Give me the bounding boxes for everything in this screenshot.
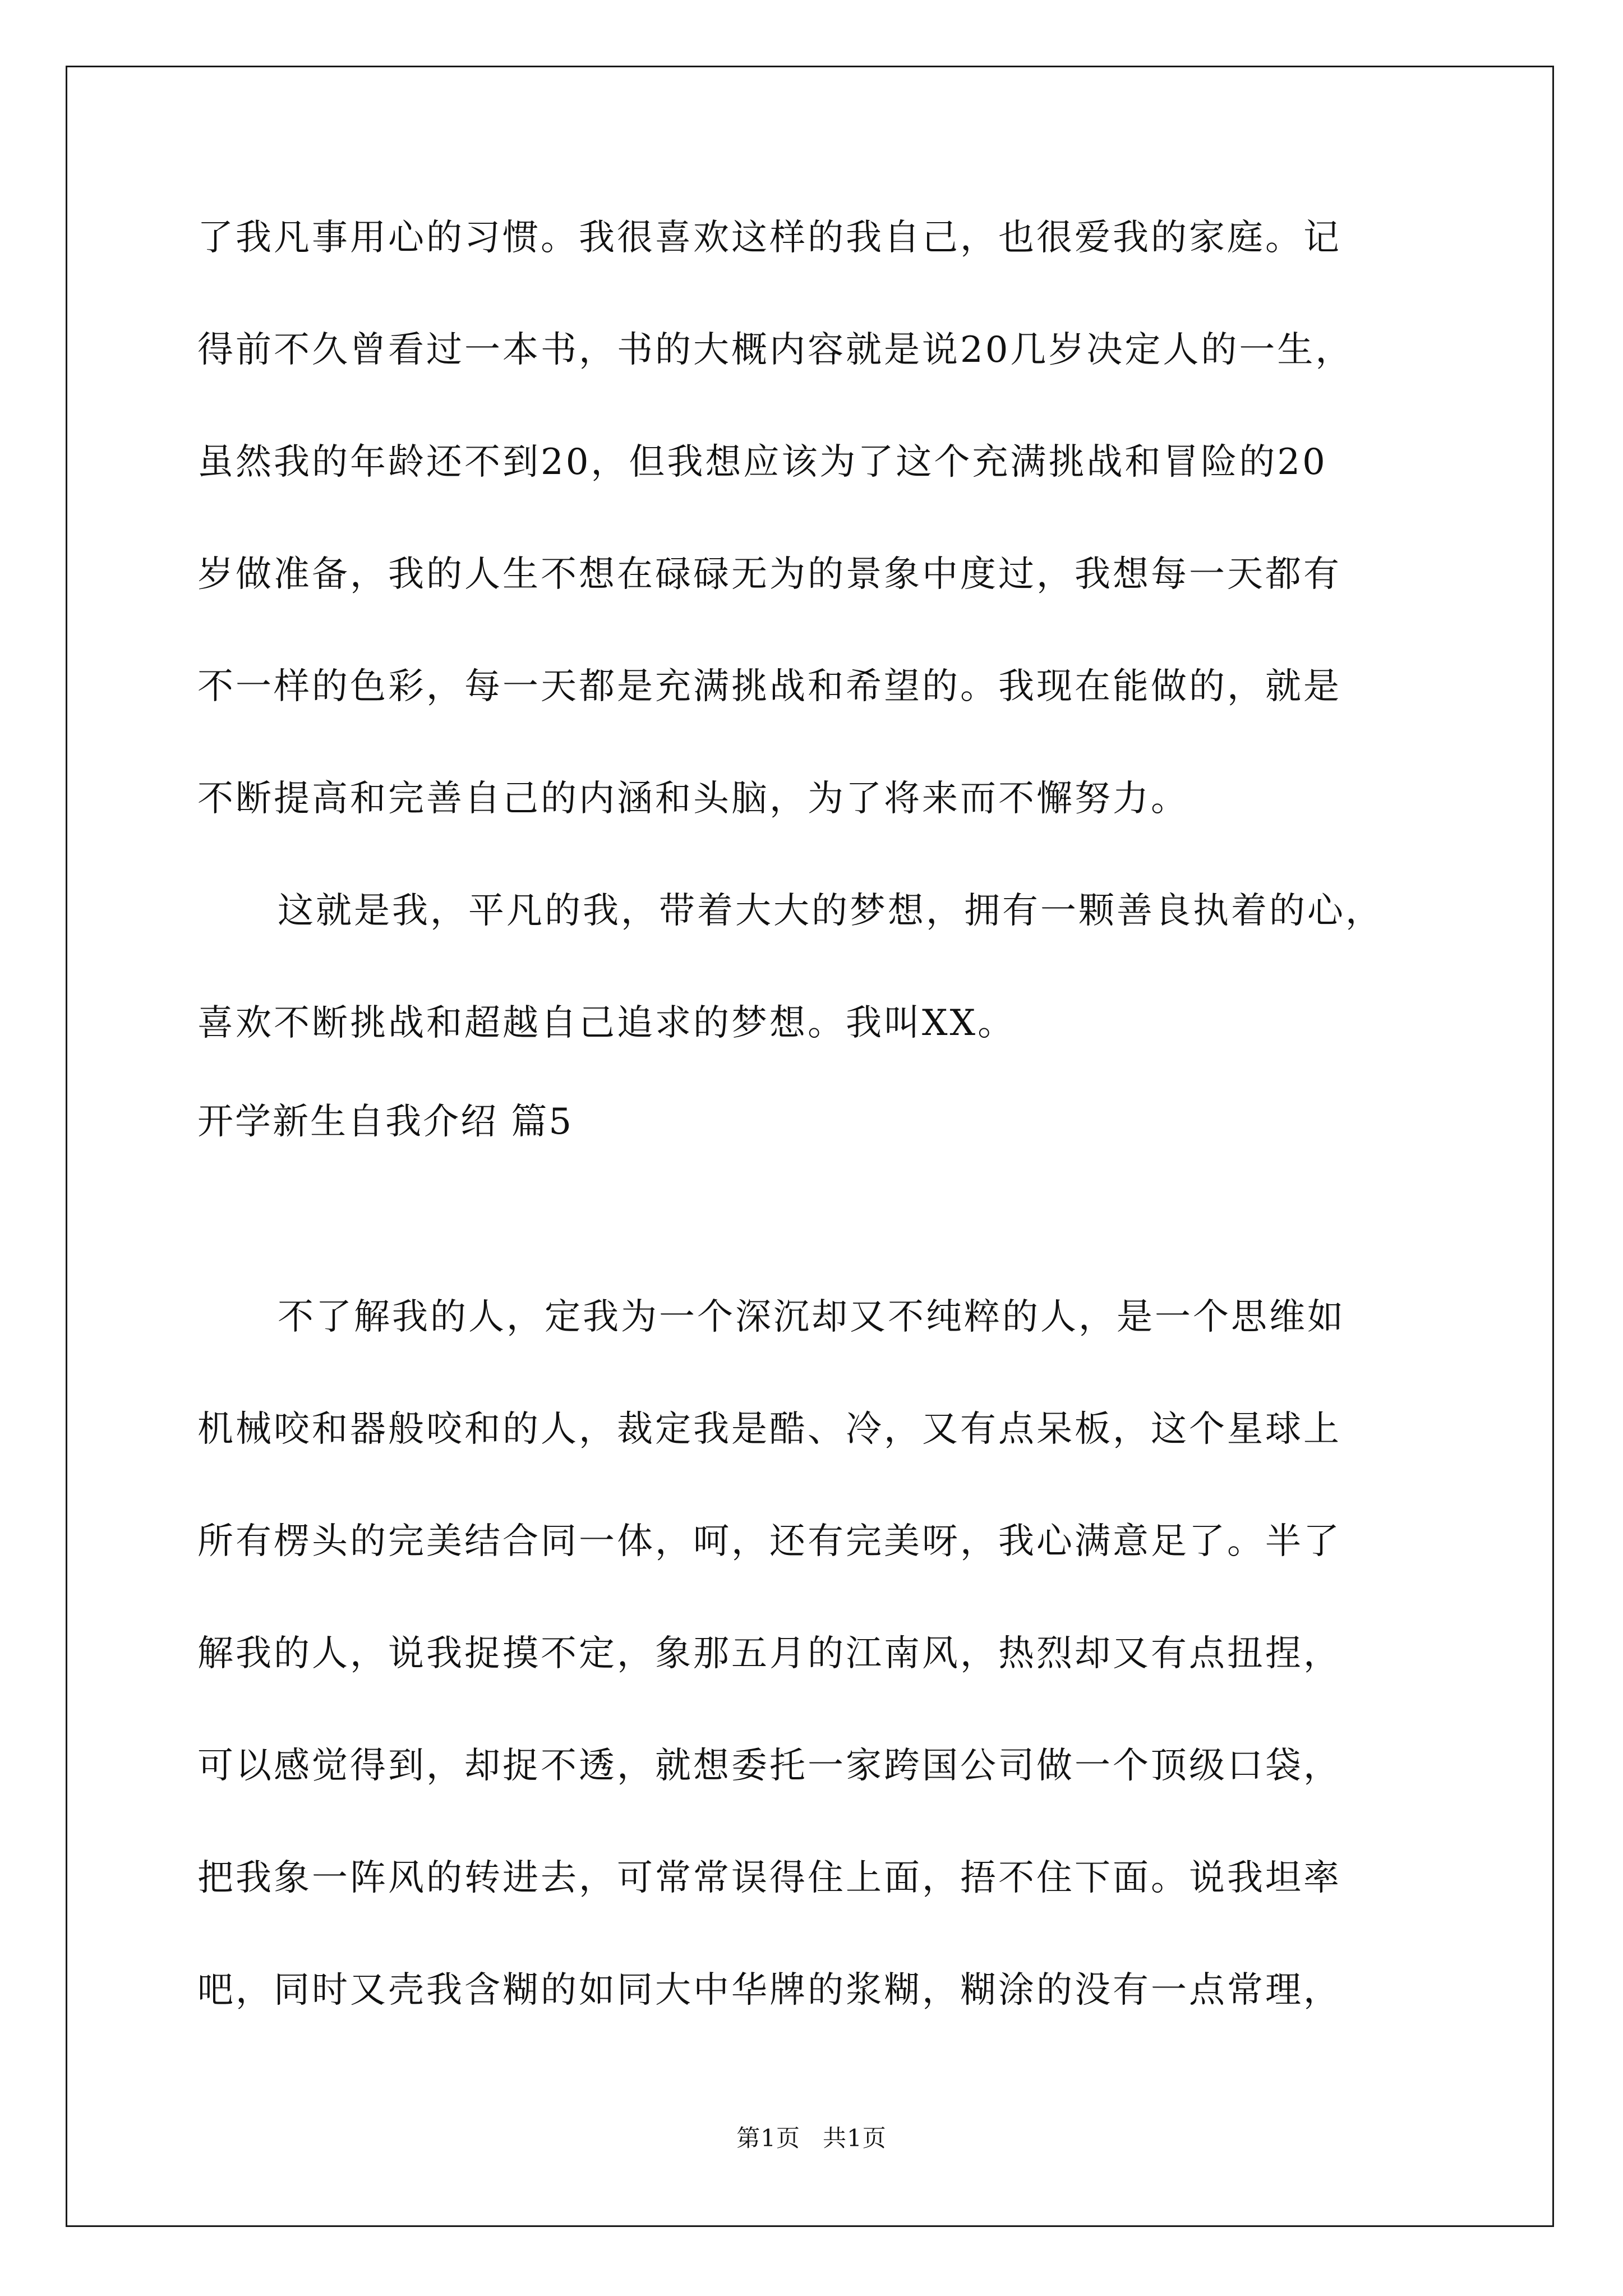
text-line: 虽然我的年龄还不到20，但我想应该为了这个充满挑战和冒险的20 xyxy=(197,441,1327,483)
text-line: 解我的人，说我捉摸不定，象那五月的江南风，热烈却又有点扭捏， xyxy=(197,1633,1341,1674)
text-line: 把我象一阵风的转进去，可常常误得住上面，捂不住下面。说我坦率 xyxy=(197,1857,1341,1899)
text-line: 得前不久曾看过一本书，书的大概内容就是说20几岁决定人的一生， xyxy=(197,329,1354,371)
section-heading: 开学新生自我介绍 篇5 xyxy=(197,1101,574,1143)
page-border xyxy=(66,66,1554,2227)
text-line: 机械咬和器般咬和的人，裁定我是酷、冷，又有点呆板，这个星球上 xyxy=(197,1409,1341,1450)
text-line: 不断提高和完善自己的内涵和头脑，为了将来而不懈努力。 xyxy=(197,778,1189,820)
page-footer xyxy=(0,2123,1623,2154)
text-line: 喜欢不断挑战和超越自己追求的梦想。我叫XX。 xyxy=(197,1002,1016,1044)
text-line: 可以感觉得到，却捉不透，就想委托一家跨国公司做一个顶级口袋， xyxy=(197,1745,1341,1787)
text-line: 岁做准备，我的人生不想在碌碌无为的景象中度过，我想每一天都有 xyxy=(197,554,1341,595)
page-number: 第1页 xyxy=(736,2124,800,2152)
text-line: 吧，同时又壳我含糊的如同大中华牌的浆糊，糊涂的没有一点常理， xyxy=(197,1970,1341,2011)
text-line: 不一样的色彩，每一天都是充满挑战和希望的。我现在能做的，就是 xyxy=(197,666,1341,707)
text-line: 所有楞头的完美结合同一体，呵，还有完美呀，我心满意足了。半了 xyxy=(197,1521,1341,1562)
text-line: 不了解我的人，定我为一个深沉却又不纯粹的人，是一个思维如 xyxy=(278,1296,1345,1338)
page-total: 共1页 xyxy=(823,2124,887,2152)
text-line: 了我凡事用心的习惯。我很喜欢这样的我自己，也很爱我的家庭。记 xyxy=(197,217,1341,259)
text-line: 这就是我，平凡的我，带着大大的梦想，拥有一颗善良执着的心， xyxy=(278,890,1384,932)
